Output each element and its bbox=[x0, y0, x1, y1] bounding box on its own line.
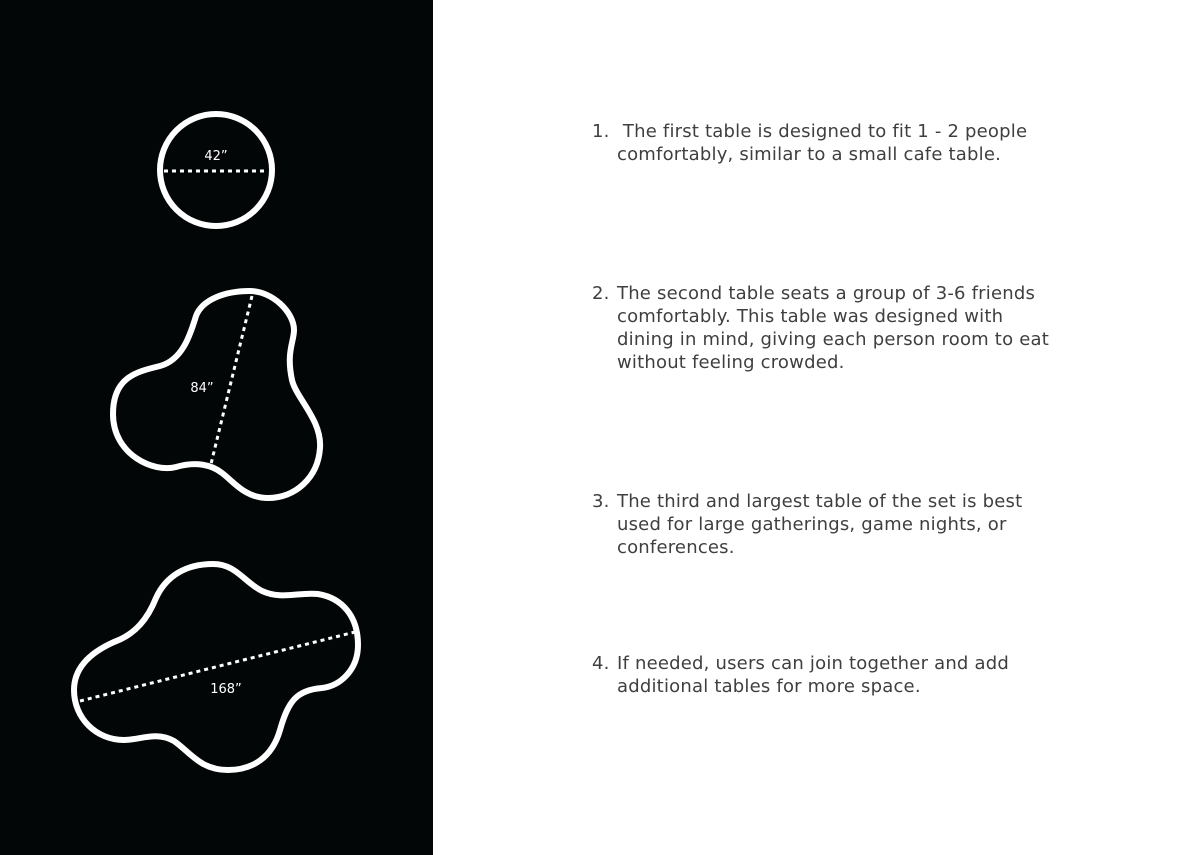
note-text: The first table is designed to fit 1 - 2 people comfortably, similar to a small cafe table. bbox=[617, 121, 1034, 165]
note-text: The second table seats a group of 3-6 friends comfortably. This table was designed with dining in mind, giving each person room to eat without feeling crowded. bbox=[617, 283, 1049, 373]
small-table-dimension-label: 42” bbox=[204, 149, 228, 164]
medium-table-outline bbox=[113, 291, 320, 498]
note-number: 3. bbox=[592, 491, 610, 512]
note-item bbox=[592, 282, 1052, 374]
small-table bbox=[160, 114, 272, 226]
note-item bbox=[592, 652, 1052, 698]
note-number: 1. bbox=[592, 121, 610, 142]
note-item bbox=[592, 490, 1052, 559]
large-table bbox=[74, 564, 358, 770]
medium-table-dimension-label: 84” bbox=[190, 381, 214, 396]
diagram-panel bbox=[0, 0, 433, 855]
note-text: If needed, users can join together and add additional tables for more space. bbox=[617, 653, 1009, 697]
medium-table bbox=[113, 291, 320, 498]
note-number: 4. bbox=[592, 653, 610, 674]
large-table-outline bbox=[74, 564, 358, 770]
note-number: 2. bbox=[592, 283, 610, 304]
large-table-dimension-label: 168” bbox=[210, 682, 242, 697]
medium-table-dimension-line bbox=[211, 296, 252, 464]
note-item bbox=[592, 120, 1052, 166]
table-diagram bbox=[0, 0, 433, 855]
note-text: The third and largest table of the set is best used for large gatherings, game nights, or conferences. bbox=[617, 491, 1023, 558]
